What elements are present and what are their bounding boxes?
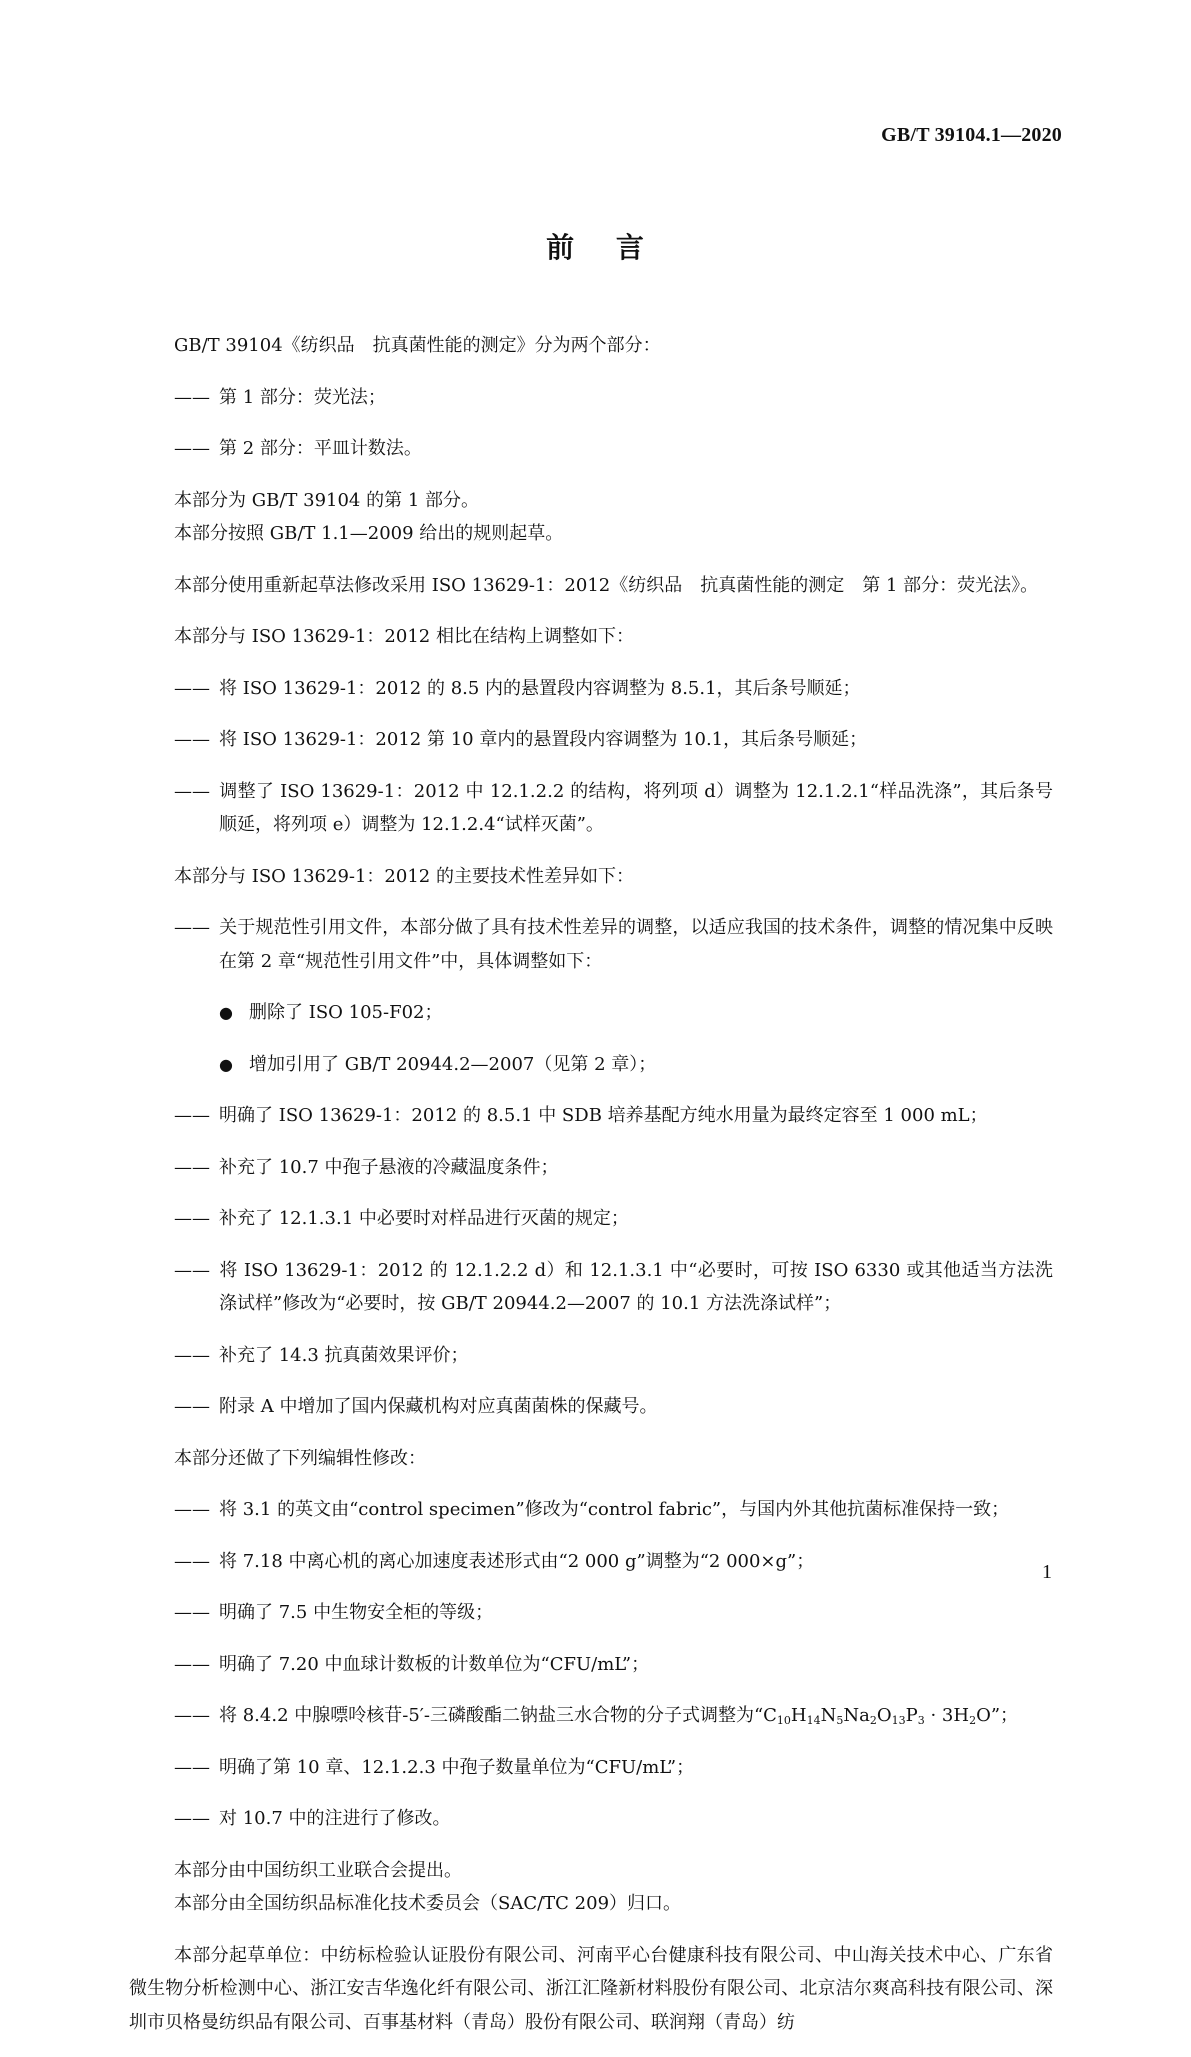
dash-text: 将 7.18 中离心机的离心加速度表述形式由“2 000 g”调整为“2 000×g”； xyxy=(219,1550,815,1572)
dash-mark: —— xyxy=(174,1808,210,1829)
formula-part: 3H xyxy=(941,1705,970,1726)
dash-text: 将 ISO 13629-1：2012 第 10 章内的悬置段内容调整为 10.1，其后条号顺延； xyxy=(219,729,868,750)
page-title: 前 言 xyxy=(546,231,645,264)
formula-sub: 3 xyxy=(917,1714,925,1727)
paragraph: 本部分还做了下列编辑性修改： xyxy=(174,1447,426,1469)
paragraph: 本部分由全国纺织品标准化技术委员会（SAC/TC 209）归口。 xyxy=(174,1893,682,1914)
formula-part: · xyxy=(924,1705,942,1726)
dash-text: 补充了 14.3 抗真菌效果评价； xyxy=(219,1344,469,1366)
dash-text: 明确了第 10 章、12.1.2.3 中孢子数量单位为“CFU/mL”； xyxy=(219,1756,695,1778)
paragraph: 本部分按照 GB/T 1.1—2009 给出的规则起草。 xyxy=(174,523,564,544)
dash-text: 明确了 ISO 13629-1：2012 的 8.5.1 中 SDB 培养基配方纯水用量为最终定容至 1 000 mL； xyxy=(219,1105,988,1126)
dash-text: 关于规范性引用文件，本部分做了具有技术性差异的调整，以适应我国的技术条件，调整的情况集中反映在第 2 章“规范性引用文件”中，具体调整如下： xyxy=(219,917,1053,972)
bullet-text: 删除了 ISO 105-F02； xyxy=(249,1002,443,1023)
dash-text: 补充了 12.1.3.1 中必要时对样品进行灭菌的规定； xyxy=(219,1208,629,1229)
dash-text: 将 8.4.2 中腺嘌呤核苷-5′-三磷酸酯二钠盐三水合物的分子式调整为“C xyxy=(219,1705,777,1726)
dash-item xyxy=(129,1151,1053,1185)
dash-text: 补充了 10.7 中孢子悬液的冷藏温度条件； xyxy=(219,1156,559,1178)
formula-part: Na xyxy=(843,1705,870,1726)
paragraph: 本部分由中国纺织工业联合会提出。 xyxy=(174,1859,462,1881)
dash-item xyxy=(129,1545,1053,1579)
dash-item xyxy=(129,911,1053,978)
formula-part: P xyxy=(905,1705,918,1726)
dash-text: 将 ISO 13629-1：2012 的 12.1.2.2 d）和 12.1.3.1 中“必要时，可按 ISO 6330 或其他适当方法洗涤试样”修改为“必要时，按 GB/T 20944.2—2007 的 10.1 方法洗涤试样”； xyxy=(219,1259,1053,1314)
dash-item xyxy=(129,1099,1053,1133)
dash-mark: —— xyxy=(174,1344,210,1366)
formula-sub: 14 xyxy=(806,1714,821,1727)
dash-mark: —— xyxy=(174,1396,210,1417)
dash-mark: —— xyxy=(174,1653,210,1675)
dash-mark: —— xyxy=(174,1499,210,1520)
paragraph: 本部分与 ISO 13629-1：2012 的主要技术性差异如下： xyxy=(174,865,634,887)
dash-item xyxy=(129,1751,1053,1785)
paragraph: 本部分使用重新起草法修改采用 ISO 13629-1：2012《纺织品 抗真菌性能的测定 第 1 部分：荧光法》。 xyxy=(174,574,1039,596)
dash-text: 第 2 部分：平皿计数法。 xyxy=(219,438,422,459)
bullet-icon: ● xyxy=(219,1054,233,1074)
dash-item xyxy=(129,672,1053,706)
dash-text: 明确了 7.5 中生物安全柜的等级； xyxy=(219,1602,494,1623)
dash-item xyxy=(129,1254,1053,1321)
dash-item xyxy=(129,1596,1053,1630)
formula-part: O xyxy=(976,1705,991,1726)
dash-mark: —— xyxy=(174,917,210,938)
dash-item xyxy=(129,1493,1053,1527)
dash-item xyxy=(129,432,1053,466)
dash-text: 调整了 ISO 13629-1：2012 中 12.1.2.2 的结构，将列项 d）调整为 12.1.2.1“样品洗涤”，其后条号顺延，将列项 e）调整为 12.1.2.4“试样灭菌”。 xyxy=(219,780,1053,835)
dash-text: 对 10.7 中的注进行了修改。 xyxy=(219,1808,451,1829)
page-number: 1 xyxy=(1042,1561,1052,1583)
dash-mark: —— xyxy=(174,1602,210,1623)
dash-item xyxy=(129,775,1053,842)
paragraph: 本部分为 GB/T 39104 的第 1 部分。 xyxy=(174,489,479,511)
paragraph: 本部分起草单位：中纺标检验认证股份有限公司、河南平心台健康科技有限公司、中山海关技术中心、广东省微生物分析检测中心、浙江安吉华逸化纤有限公司、浙江汇隆新材料股份有限公司、北京洁尔爽高科技有限公司、深圳市贝格曼纺织品有限公司、百事基材料（青岛）股份有限公司、联润翔（青岛）纺 xyxy=(129,1944,1053,2033)
dash-item xyxy=(129,1802,1053,1836)
dash-item xyxy=(129,1202,1053,1236)
document-code: GB/T 39104.1—2020 xyxy=(881,124,1062,146)
dash-text: 明确了 7.20 中血球计数板的计数单位为“CFU/mL”； xyxy=(219,1653,650,1675)
formula-part: N xyxy=(820,1705,837,1726)
dash-mark: —— xyxy=(174,1105,210,1126)
dash-mark: —— xyxy=(174,386,210,408)
formula-part: ”； xyxy=(990,1705,1019,1726)
bullet-item xyxy=(129,1048,1053,1082)
formula-sub: 5 xyxy=(836,1714,844,1727)
bullet-item xyxy=(129,996,1053,1030)
formula-part: H xyxy=(790,1705,807,1726)
dash-item xyxy=(129,1648,1053,1682)
formula-part: O xyxy=(876,1705,892,1726)
formula-sub: 10 xyxy=(776,1714,791,1727)
dash-text: 将 3.1 的英文由“control specimen”修改为“control fabric”，与国内外其他抗菌标准保持一致； xyxy=(219,1499,1010,1520)
dash-item xyxy=(129,381,1053,415)
dash-mark: —— xyxy=(174,1208,210,1229)
dash-mark: —— xyxy=(174,1550,210,1572)
dash-mark: —— xyxy=(174,1259,210,1281)
dash-item-formula xyxy=(129,1699,1053,1733)
paragraph: 本部分与 ISO 13629-1：2012 相比在结构上调整如下： xyxy=(174,626,634,647)
dash-mark: —— xyxy=(174,438,210,459)
bullet-icon: ● xyxy=(219,1003,233,1022)
formula-sub: 2 xyxy=(869,1714,877,1727)
dash-text: 第 1 部分：荧光法； xyxy=(219,386,386,408)
dash-item xyxy=(129,1339,1053,1373)
dash-mark: —— xyxy=(174,1705,210,1726)
dash-mark: —— xyxy=(174,780,210,802)
foreword-body xyxy=(129,329,1053,2057)
dash-mark: —— xyxy=(174,677,210,699)
dash-mark: —— xyxy=(174,1756,210,1778)
dash-text: 附录 A 中增加了国内保藏机构对应真菌菌株的保藏号。 xyxy=(219,1396,658,1417)
dash-mark: —— xyxy=(174,729,210,750)
dash-item xyxy=(129,723,1053,757)
bullet-text: 增加引用了 GB/T 20944.2—2007（见第 2 章）； xyxy=(249,1053,657,1075)
dash-mark: —— xyxy=(174,1156,210,1178)
paragraph: GB/T 39104《纺织品 抗真菌性能的测定》分为两个部分： xyxy=(174,335,661,356)
formula-sub: 2 xyxy=(969,1714,977,1727)
dash-item xyxy=(129,1390,1053,1424)
formula-sub: 13 xyxy=(891,1714,906,1727)
dash-text: 将 ISO 13629-1：2012 的 8.5 内的悬置段内容调整为 8.5.1，其后条号顺延； xyxy=(219,677,861,699)
